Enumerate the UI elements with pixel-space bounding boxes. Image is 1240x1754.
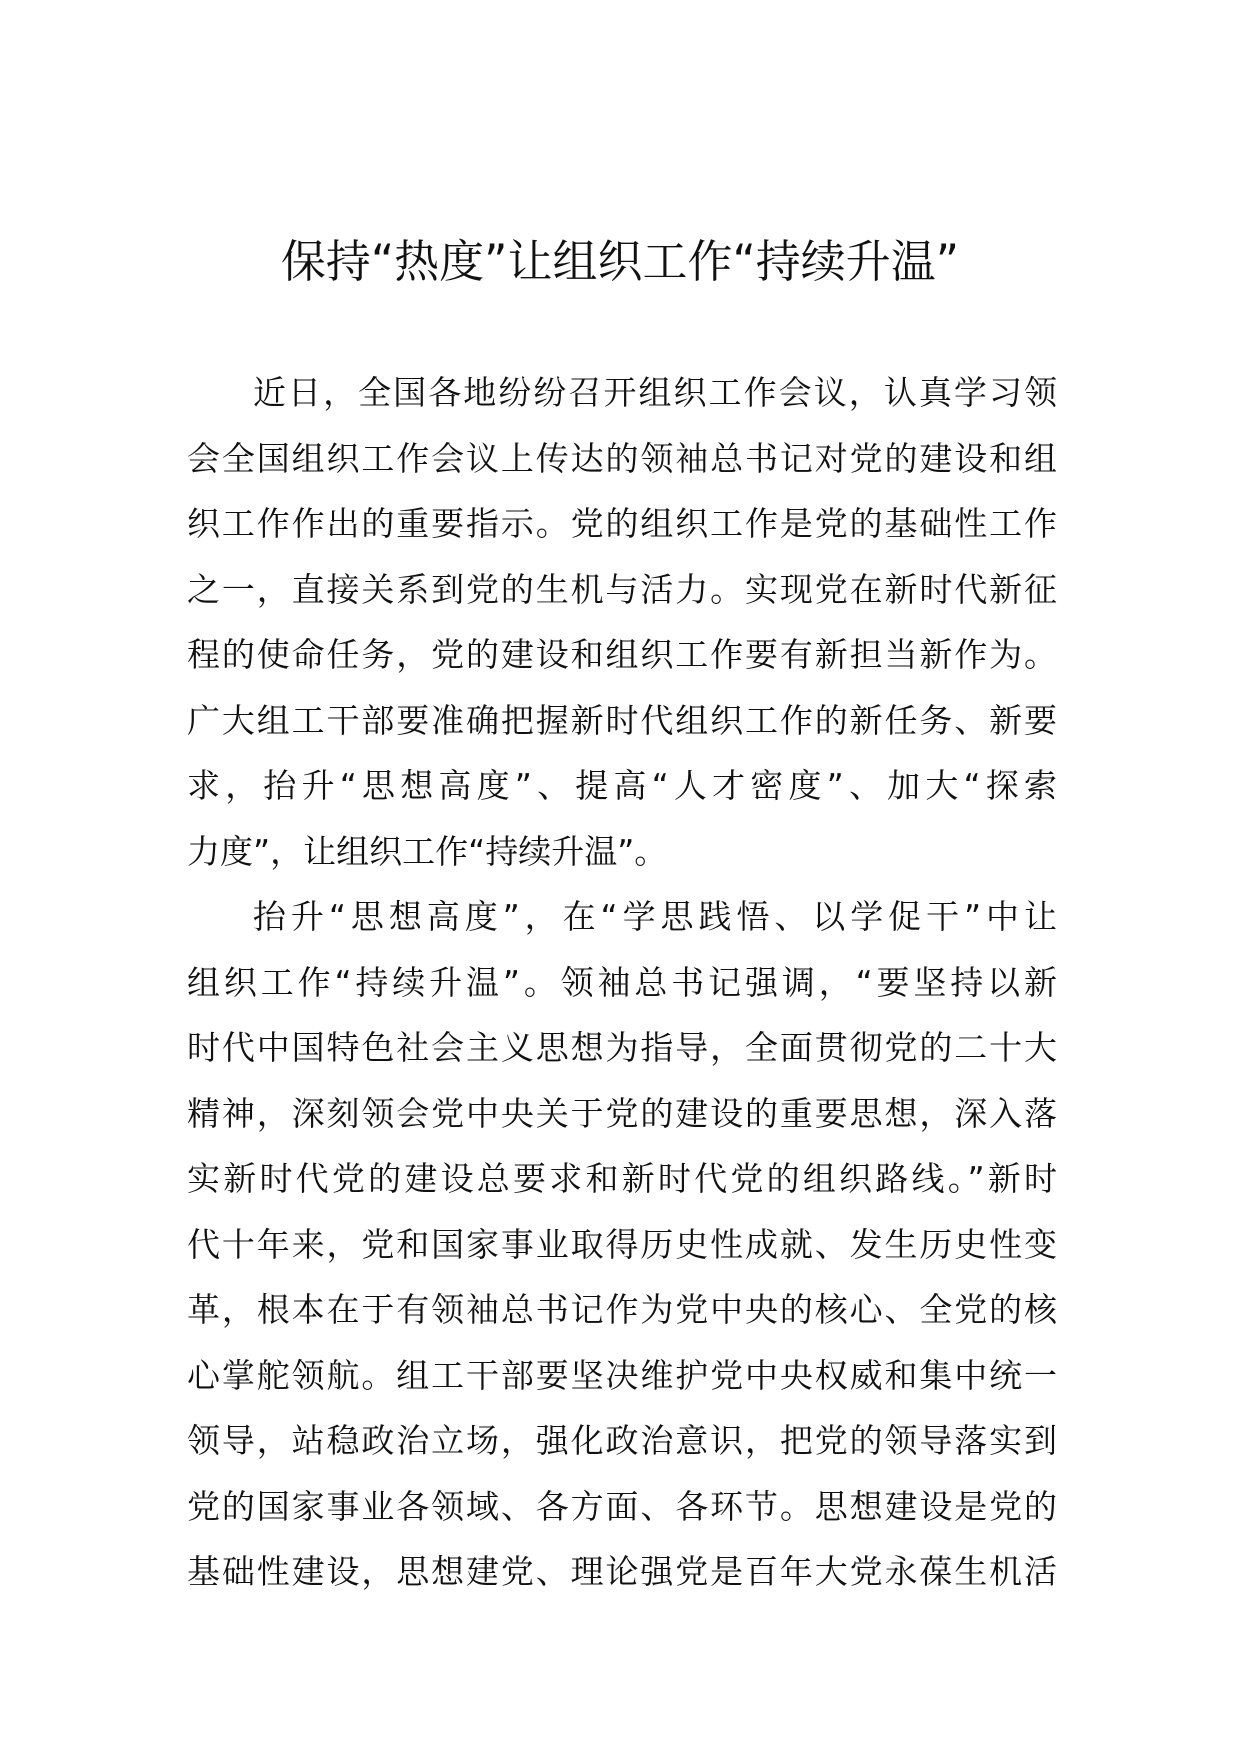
paragraph-1-line-1: 近日，全国各地纷纷召开组织工作会议，认真学习领 xyxy=(253,373,1057,412)
paragraph-2-line-8: 心掌舵领航。组工干部要坚决维护党中央权威和集中统一 xyxy=(187,1355,1057,1395)
document-body xyxy=(187,360,1057,1605)
paragraph-2-line-1: 抬升“思想高度”，在“学思践悟、以学促干”中让 xyxy=(253,897,1057,936)
paragraph-1-line-3: 织工作作出的重要指示。党的组织工作是党的基础性工作 xyxy=(187,504,1057,543)
paragraph-1-line-6: 广大组工干部要准确把握新时代组织工作的新任务、新要 xyxy=(187,700,1057,740)
paragraph-1-line-7: 求，抬升“思想高度”、提高“人才密度”、加大“探索 xyxy=(187,766,1057,805)
paragraph-2-line-3: 时代中国特色社会主义思想为指导，全面贯彻党的二十大 xyxy=(187,1028,1057,1067)
paragraph-1-line-4: 之一，直接关系到党的生机与活力。实现党在新时代新征 xyxy=(187,569,1057,609)
document-title: 保持“热度”让组织工作“持续升温” xyxy=(280,235,960,288)
paragraph-2-line-11: 基础性建设，思想建党、理论强党是百年大党永葆生机活 xyxy=(187,1552,1057,1591)
paragraph-1 xyxy=(187,360,1057,884)
paragraph-2-line-2: 组织工作“持续升温”。领袖总书记强调，“要坚持以新 xyxy=(187,962,1057,1002)
paragraph-2-line-10: 党的国家事业各领域、各方面、各环节。思想建设是党的 xyxy=(187,1486,1057,1526)
paragraph-1-line-2: 会全国组织工作会议上传达的领袖总书记对党的建设和组 xyxy=(187,438,1057,478)
paragraph-2-line-6: 代十年来，党和国家事业取得历史性成就、发生历史性变 xyxy=(187,1224,1057,1264)
paragraph-2 xyxy=(187,884,1057,1605)
paragraph-2-line-4: 精神，深刻领会党中央关于党的建设的重要思想，深入落 xyxy=(187,1093,1057,1133)
paragraph-2-line-9: 领导，站稳政治立场，强化政治意识，把党的领导落实到 xyxy=(187,1421,1057,1460)
paragraph-2-line-7: 革，根本在于有领袖总书记作为党中央的核心、全党的核 xyxy=(187,1290,1057,1329)
paragraph-1-line-5: 程的使命任务，党的建设和组织工作要有新担当新作为。 xyxy=(187,635,1057,674)
paragraph-1-line-8: 力度”，让组织工作“持续升温”。 xyxy=(187,831,668,871)
paragraph-2-line-5: 实新时代党的建设总要求和新时代党的组织路线。”新时 xyxy=(187,1159,1057,1198)
